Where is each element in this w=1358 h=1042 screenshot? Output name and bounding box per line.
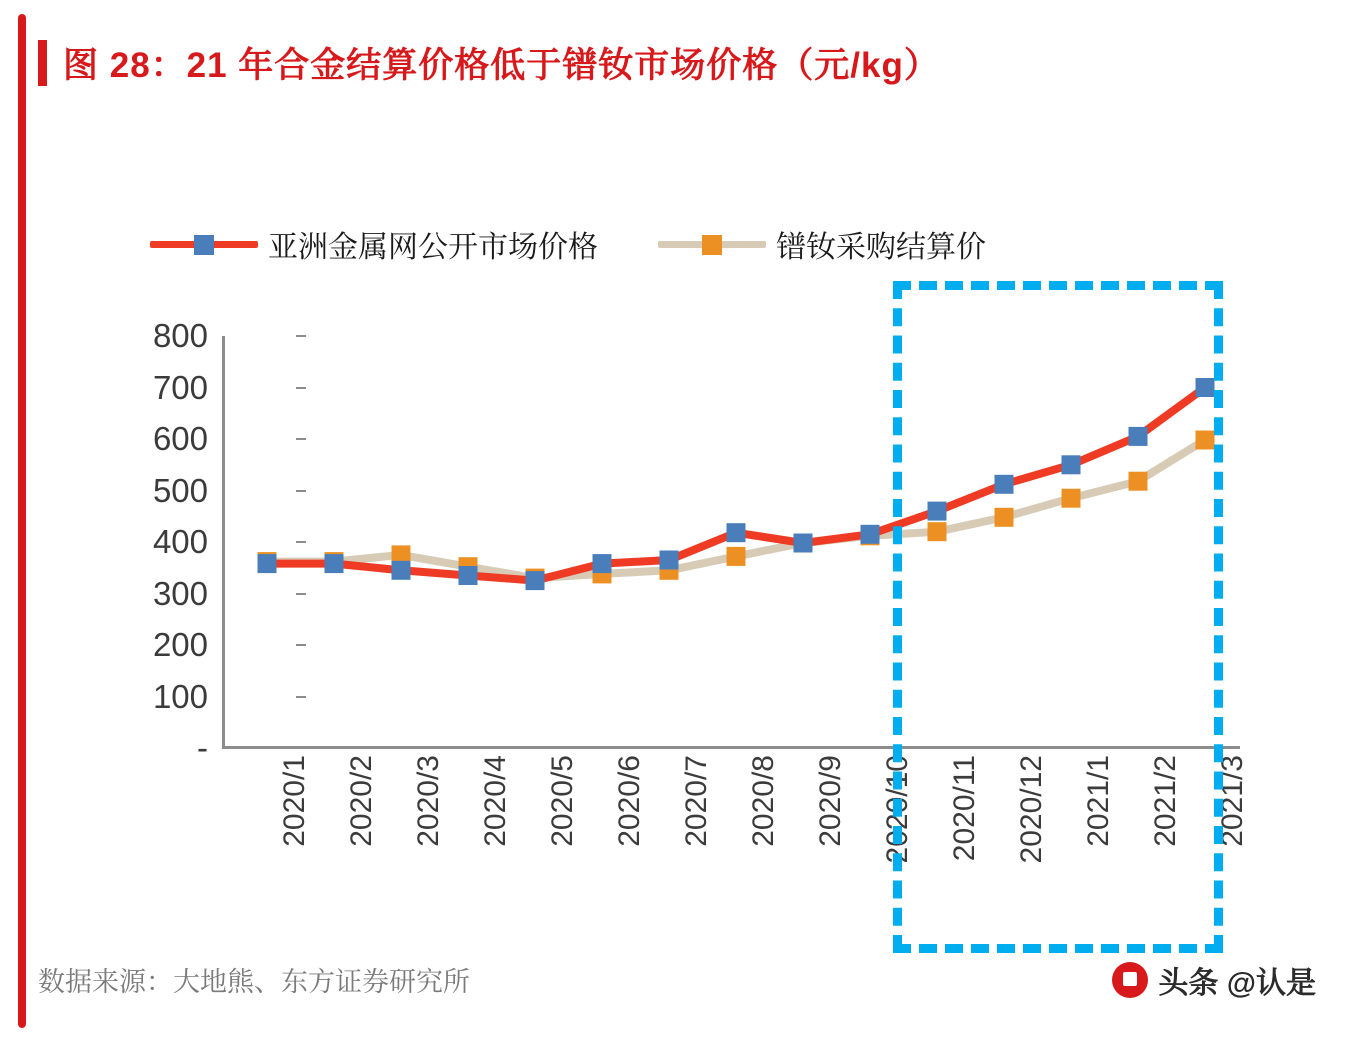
highlight-dashed-box <box>893 281 1223 953</box>
title-accent-bar <box>38 40 47 86</box>
y-axis-tick-label: 800 <box>152 317 208 354</box>
legend-label-settlement-price: 镨钕采购结算价 <box>776 231 986 264</box>
x-axis-tick-label: 2020/7 <box>680 755 713 847</box>
y-axis-tick-label: 400 <box>152 523 208 560</box>
series-marker-1 <box>593 554 612 573</box>
y-axis-tick-label: 700 <box>152 368 208 406</box>
y-axis-tick-label: 300 <box>152 574 208 612</box>
watermark <box>1112 958 1316 1002</box>
y-axis-tick-label: - <box>197 729 208 766</box>
series-marker-1 <box>325 554 344 573</box>
figure-title <box>38 38 940 88</box>
legend-square-marker-icon <box>194 235 214 255</box>
series-marker-1 <box>392 561 411 580</box>
chart-legend <box>150 222 986 266</box>
source-note: 数据来源：大地熊、东方证券研究所 <box>38 967 470 997</box>
x-axis-tick-label: 2020/9 <box>814 755 847 847</box>
x-axis-tick-label: 2021/2 <box>1149 755 1182 847</box>
legend-swatch-market-price <box>150 233 258 255</box>
series-marker-1 <box>660 551 679 570</box>
series-marker-1 <box>861 525 880 544</box>
x-axis-tick-label: 2020/1 <box>278 755 311 847</box>
x-axis-tick-label: 2020/4 <box>479 755 512 847</box>
x-axis-tick-label: 2021/1 <box>1082 755 1115 847</box>
series-marker-1 <box>459 566 478 585</box>
series-marker-1 <box>727 523 746 542</box>
legend-item-market-price <box>150 222 598 266</box>
page-title: 图 28：21 年合金结算价格低于镨钕市场价格（元/kg） <box>63 46 940 85</box>
x-axis-tick-label: 2020/2 <box>345 755 378 847</box>
y-axis-tick-label: 200 <box>152 626 208 663</box>
y-axis-tick-label: 500 <box>152 471 208 509</box>
legend-swatch-settlement-price <box>658 233 766 255</box>
series-marker-1 <box>794 534 813 553</box>
x-axis-tick-label: 2020/5 <box>546 755 579 847</box>
x-axis-tick-label: 2020/10 <box>881 755 914 864</box>
watermark-text: 头条 @认是 <box>1158 967 1316 1000</box>
y-axis-tick-label: 600 <box>152 420 208 457</box>
watermark-logo-icon <box>1112 962 1148 998</box>
series-marker-1 <box>526 571 545 590</box>
x-axis-tick-label: 2020/6 <box>613 755 646 847</box>
legend-label-market-price: 亚洲金属网公开市场价格 <box>268 231 598 264</box>
legend-square-marker-icon <box>702 235 722 255</box>
x-axis-tick-label: 2020/3 <box>412 755 445 847</box>
legend-item-settlement-price <box>658 222 986 266</box>
x-axis-tick-label: 2021/3 <box>1216 755 1249 847</box>
x-axis-tick-label: 2020/11 <box>948 755 981 862</box>
x-axis-tick-label: 2020/12 <box>1015 755 1048 864</box>
x-axis-tick-label: 2020/8 <box>747 755 780 847</box>
y-axis-tick-label: 100 <box>152 677 208 715</box>
series-marker-1 <box>258 554 277 573</box>
series-marker-2 <box>727 547 746 566</box>
y-axis-ticks <box>80 317 208 766</box>
